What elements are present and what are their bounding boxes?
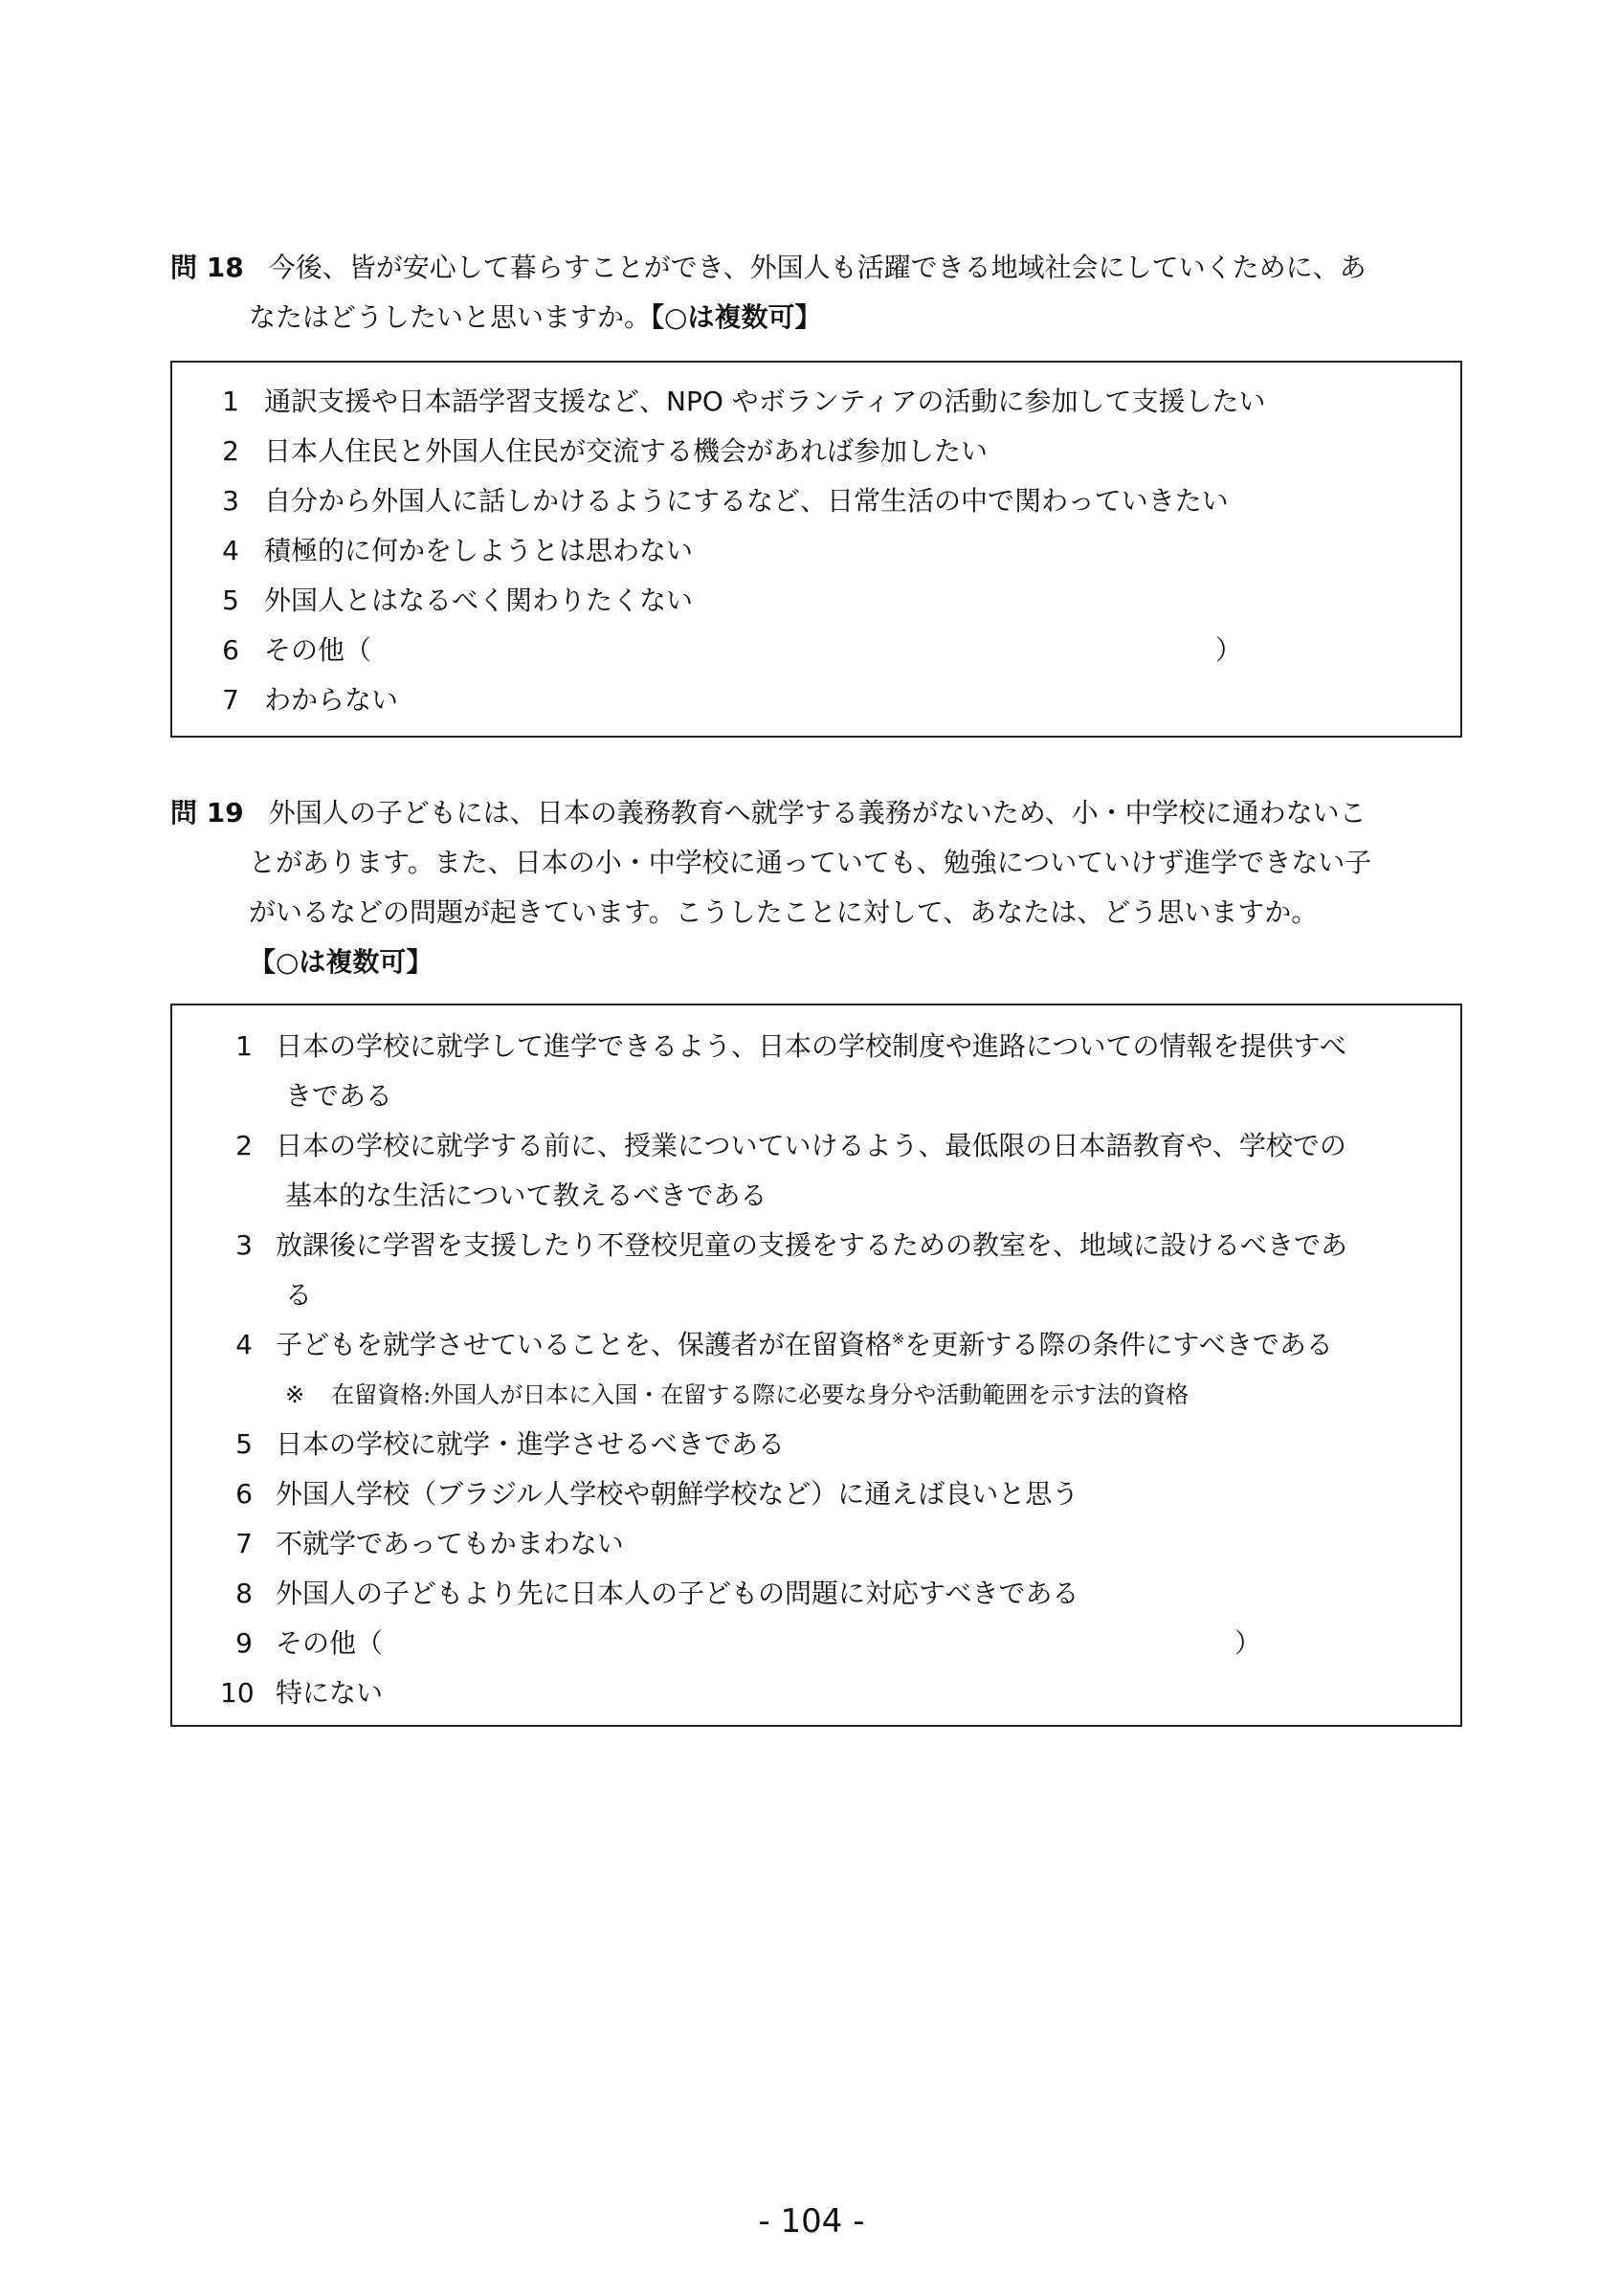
q19-text-line2: とがあります。また、日本の小・中学校に通っていても、勉強についていけず進学できない子 — [249, 847, 1372, 878]
q18-option-7[interactable]: 7 わからない — [222, 684, 399, 716]
q19-note — [285, 1376, 1189, 1409]
q18-option-2[interactable]: 2 日本人住民と外国人住民が交流する機会があれば参加したい — [222, 435, 989, 467]
q19-instruction: 【○は複数可】 — [249, 946, 434, 978]
q19-number: 問 19 — [170, 797, 244, 828]
q18-option-3[interactable]: 3 自分から外国人に話しかけるようにするなど、日常生活の中で関わっていきたい — [222, 485, 1229, 517]
q18-option-5[interactable]: 5 外国人とはなるべく関わりたくない — [222, 585, 694, 616]
q19-text-line3: がいるなどの問題が起きています。こうしたことに対して、あなたは、どう思いますか。 — [249, 896, 1319, 928]
q18-text-line1: 今後、皆が安心して暮らすことができ、外国人も活躍できる地域社会にしていくために、あ — [268, 252, 1367, 283]
q19-note-mark: ※ — [285, 1381, 305, 1408]
q19-option-1-cont: きである — [285, 1080, 393, 1112]
q19-option-10[interactable]: 10 特にない — [220, 1677, 384, 1709]
q19-note-text: 在留資格:外国人が日本に入国・在留する際に必要な身分や活動範囲を示す法的資格 — [331, 1381, 1189, 1408]
q19-option-5[interactable]: 5 日本の学校に就学・進学させるべきである — [235, 1428, 786, 1460]
q18-heading — [170, 243, 1462, 342]
q18-option-1[interactable]: 1 通訳支援や日本語学習支援など、NPO やボランティアの活動に参加して支援したい — [222, 386, 1266, 417]
q19-option-2-cont: 基本的な生活について教えるべきである — [285, 1180, 767, 1211]
q19-option-1[interactable]: 1 日本の学校に就学して進学できるよう、日本の学校制度や進路についての情報を提供すべ — [235, 1030, 1346, 1062]
q18-number: 問 18 — [170, 252, 244, 283]
q18-option-4[interactable]: 4 積極的に何かをしようとは思わない — [222, 535, 694, 566]
q18-text-line2: なたはどうしたいと思いますか。 — [249, 301, 652, 333]
q19-option-3[interactable]: 3 放課後に学習を支援したり不登校児童の支援をするための教室を、地域に設けるべきであ — [235, 1229, 1348, 1261]
q19-option-7[interactable]: 7 不就学であってもかまわない — [235, 1528, 624, 1559]
q19-option-9[interactable]: 9 その他（ — [235, 1627, 384, 1659]
q18-instruction: 【○は複数可】 — [651, 301, 822, 333]
q19-heading — [170, 788, 1462, 987]
page-number: - 104 - — [758, 2202, 865, 2241]
q19-option-6[interactable]: 6 外国人学校（ブラジル人学校や朝鮮学校など）に通えば良いと思う — [235, 1478, 1079, 1510]
q19-close-paren: ） — [1234, 1627, 1262, 1659]
q19-option-8[interactable]: 8 外国人の子どもより先に日本人の子どもの問題に対応すべきである — [235, 1578, 1079, 1609]
q19-option-2[interactable]: 2 日本の学校に就学する前に、授業についていけるよう、最低限の日本語教育や、学校での — [235, 1130, 1346, 1161]
q19-option-3-cont: る — [285, 1279, 313, 1311]
q18-close-paren: ） — [1215, 634, 1243, 666]
q19-option-4-note-mark: ※ — [892, 1329, 905, 1348]
q18-option-6[interactable]: 6 その他（ — [222, 634, 372, 666]
q19-text-line1: 外国人の子どもには、日本の義務教育へ就学する義務がないため、小・中学校に通わないこ — [268, 797, 1367, 828]
q19-option-4[interactable]: 4 子どもを就学させていることを、保護者が在留資格※を更新する際の条件にすべきである — [235, 1329, 1333, 1360]
